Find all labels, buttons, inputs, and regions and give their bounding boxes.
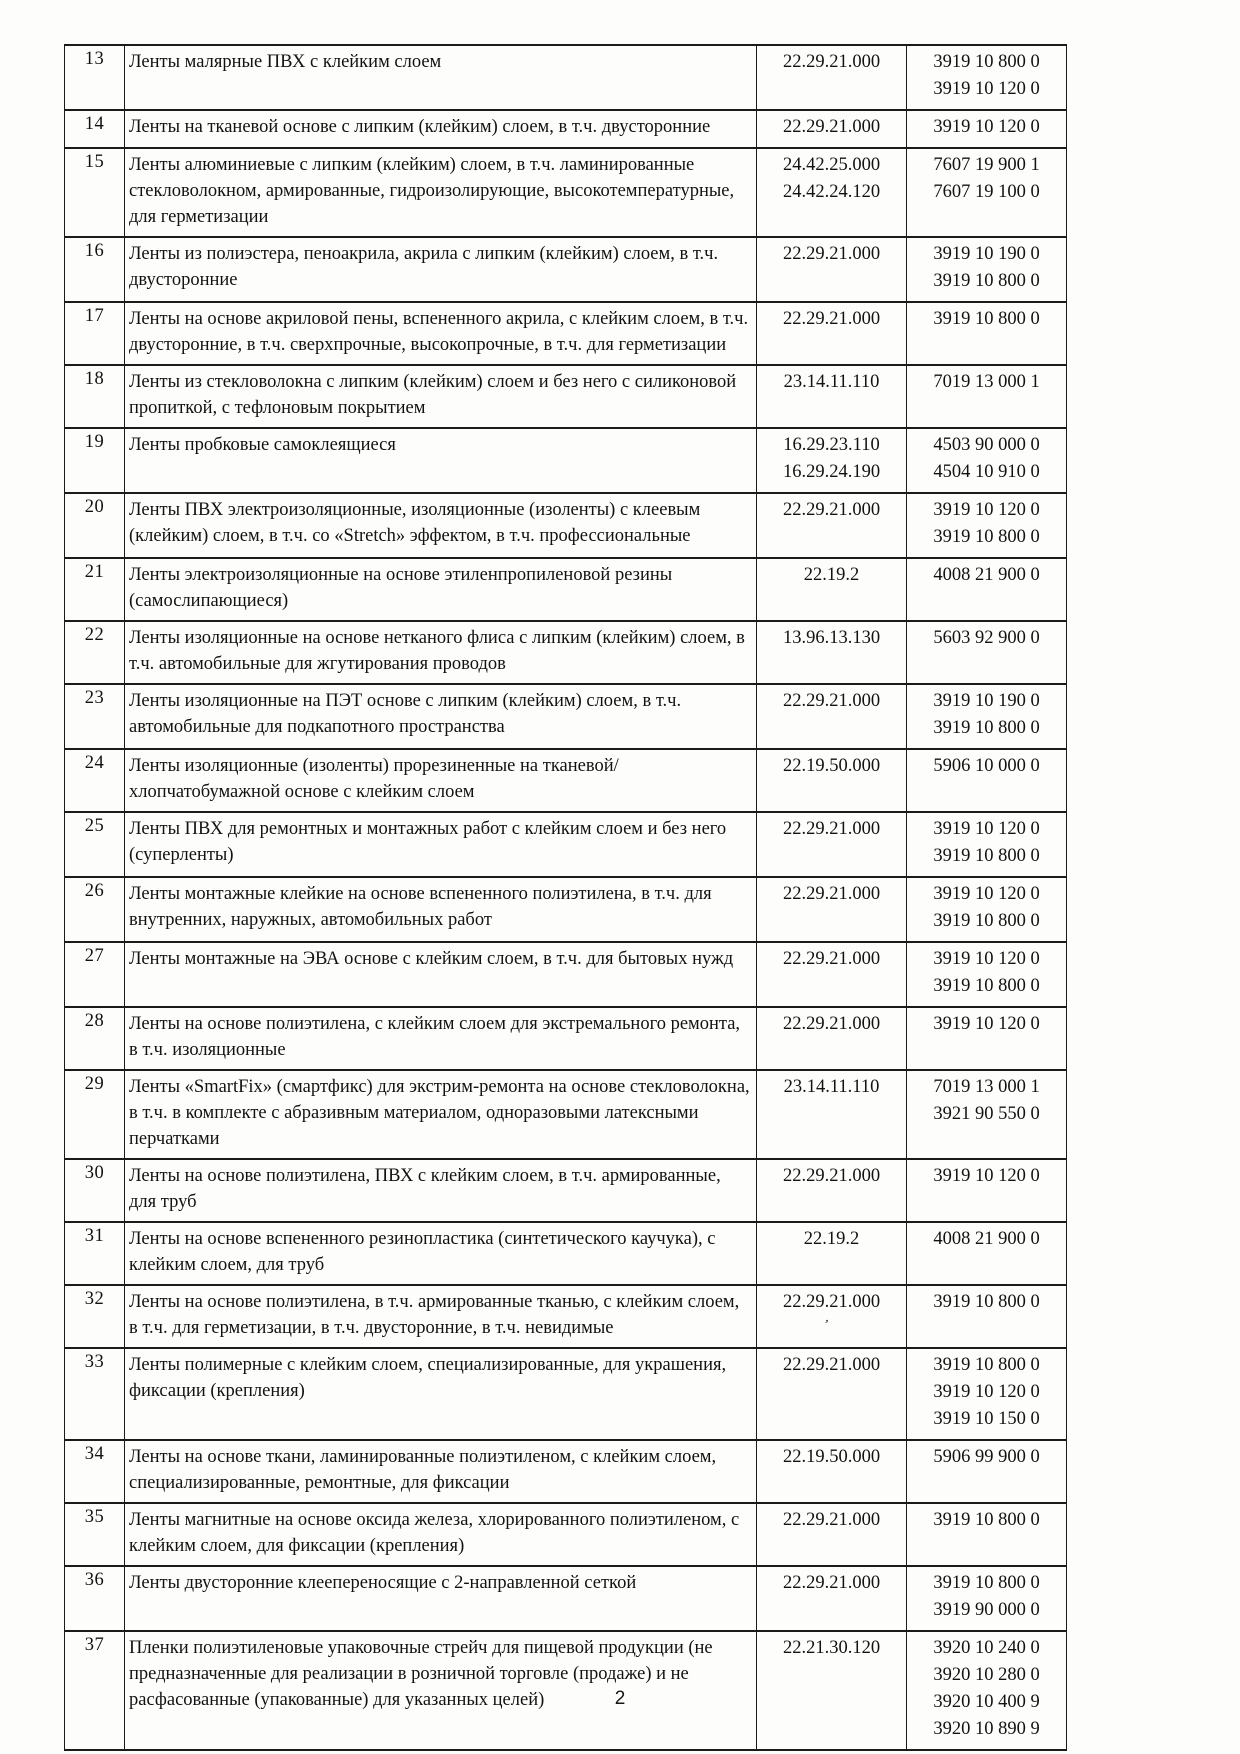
row-okpd-codes (757, 749, 907, 812)
okpd-code: 22.19.50.000 (782, 756, 881, 776)
table-row (65, 110, 1067, 148)
okpd-code: 22.29.21.000 (782, 949, 881, 969)
okpd-code: 22.29.21.000 (782, 244, 881, 264)
scan-artifact-mark: ’ (821, 1317, 830, 1334)
tnved-code: 3919 10 120 0 (933, 117, 1040, 137)
row-description: Ленты алюминиевые с липким (клейким) слоем, в т.ч. ламинированные стекловолокном, армированные, гидроизолирующие, высокотемпературные, для герметизации (125, 148, 757, 237)
row-tnved-codes (907, 1285, 1067, 1348)
row-tnved-codes (907, 493, 1067, 558)
tnved-code: 3919 90 000 0 (933, 1600, 1040, 1620)
row-okpd-codes (757, 1007, 907, 1070)
okpd-code: 22.29.21.000 (782, 819, 881, 839)
table-row (65, 812, 1067, 877)
table-row (65, 1566, 1067, 1631)
row-okpd-codes (757, 942, 907, 1007)
tnved-code: 3919 10 800 0 (933, 1510, 1040, 1530)
tnved-code: 7607 19 100 0 (933, 182, 1040, 202)
row-tnved-codes (907, 749, 1067, 812)
tnved-code: 3919 10 120 0 (933, 79, 1040, 99)
row-tnved-codes (907, 558, 1067, 621)
row-number: 27 (65, 942, 125, 1007)
row-okpd-codes (757, 877, 907, 942)
table-row (65, 684, 1067, 749)
okpd-code: 22.19.50.000 (782, 1447, 881, 1467)
row-description: Пленки полиэтиленовые упаковочные стрейч для пищевой продукции (не предназначенные для реализации в розничной торговле (продаже) и не расфасованные (упакованные) для указанных целей) (125, 1631, 757, 1750)
row-description: Ленты из полиэстера, пеноакрила, акрила с липким (клейким) слоем, в т.ч. двусторонние (125, 237, 757, 302)
okpd-code: 16.29.24.190 (782, 462, 881, 482)
table-row (65, 942, 1067, 1007)
row-tnved-codes (907, 684, 1067, 749)
row-tnved-codes (907, 1070, 1067, 1159)
tnved-code: 7019 13 000 1 (933, 372, 1040, 392)
row-okpd-codes (757, 493, 907, 558)
row-description: Ленты полимерные с клейким слоем, специализированные, для украшения, фиксации (крепления) (125, 1348, 757, 1440)
tnved-code: 3919 10 800 0 (933, 527, 1040, 547)
row-tnved-codes (907, 1007, 1067, 1070)
row-description: Ленты малярные ПВХ с клейким слоем (125, 45, 757, 110)
tnved-code: 3919 10 800 0 (933, 1573, 1040, 1593)
okpd-code: 13.96.13.130 (782, 628, 881, 648)
okpd-code: 22.19.2 (803, 1229, 860, 1249)
row-description: Ленты «SmartFix» (смартфикс) для экстрим-ремонта на основе стекловолокна, в т.ч. в комплекте с абразивным материалом, одноразовыми латексными перчатками (125, 1070, 757, 1159)
row-number: 19 (65, 428, 125, 493)
row-okpd-codes (757, 428, 907, 493)
okpd-code: 22.29.21.000 (782, 500, 881, 520)
row-okpd-codes (757, 1222, 907, 1285)
row-okpd-codes (757, 45, 907, 110)
tnved-code: 3919 10 800 0 (933, 976, 1040, 996)
okpd-code: 22.29.21.000 (782, 691, 881, 711)
row-number: 34 (65, 1440, 125, 1503)
row-description: Ленты на основе вспененного резинопластика (синтетического каучука), с клейким слоем, для труб (125, 1222, 757, 1285)
okpd-code: 24.42.24.120 (782, 182, 881, 202)
row-tnved-codes (907, 1440, 1067, 1503)
table-row (65, 1503, 1067, 1566)
okpd-code: 22.29.21.000 (782, 1573, 881, 1593)
table-row (65, 45, 1067, 110)
tnved-code: 7019 13 000 1 (933, 1077, 1040, 1097)
row-description: Ленты на основе акриловой пены, вспененного акрила, с клейким слоем, в т.ч. двусторонние, в т.ч. сверхпрочные, высокопрочные, в т.ч. для герметизации (125, 302, 757, 365)
table-row (65, 1159, 1067, 1222)
table-row (65, 1440, 1067, 1503)
codes-table-body (65, 45, 1067, 1750)
row-okpd-codes (757, 1440, 907, 1503)
row-okpd-codes (757, 1159, 907, 1222)
tnved-code: 5906 99 900 0 (933, 1447, 1040, 1467)
row-number: 13 (65, 45, 125, 110)
table-row (65, 493, 1067, 558)
table-row (65, 365, 1067, 428)
row-description: Ленты двусторонние клеепереносящие с 2-направленной сеткой (125, 1566, 757, 1631)
okpd-code: 22.29.21.000 (782, 52, 881, 72)
tnved-code: 4504 10 910 0 (933, 462, 1040, 482)
table-row (65, 148, 1067, 237)
row-okpd-codes (757, 237, 907, 302)
row-number: 24 (65, 749, 125, 812)
tnved-code: 3919 10 190 0 (933, 244, 1040, 264)
table-row (65, 1007, 1067, 1070)
row-description: Ленты монтажные на ЭВА основе с клейким слоем, в т.ч. для бытовых нужд (125, 942, 757, 1007)
row-number: 25 (65, 812, 125, 877)
tnved-code: 3919 10 800 0 (933, 718, 1040, 738)
row-number: 23 (65, 684, 125, 749)
row-description: Ленты ПВХ для ремонтных и монтажных работ с клейким слоем и без него (суперленты) (125, 812, 757, 877)
tnved-code: 4503 90 000 0 (933, 435, 1040, 455)
row-description: Ленты на основе полиэтилена, с клейким слоем для экстремального ремонта, в т.ч. изоляционные (125, 1007, 757, 1070)
row-description: Ленты на основе полиэтилена, ПВХ с клейким слоем, в т.ч. армированные, для труб (125, 1159, 757, 1222)
tnved-code: 3919 10 120 0 (933, 884, 1040, 904)
tnved-code: 3920 10 890 9 (933, 1719, 1040, 1739)
table-row (65, 621, 1067, 684)
tnved-code: 3919 10 120 0 (933, 1014, 1040, 1034)
okpd-code: 22.29.21.000 (782, 309, 881, 329)
tnved-code: 3919 10 120 0 (933, 949, 1040, 969)
okpd-code: 16.29.23.110 (783, 435, 880, 455)
row-okpd-codes (757, 684, 907, 749)
row-tnved-codes (907, 110, 1067, 148)
okpd-code: 22.29.21.000 (782, 1166, 881, 1186)
tnved-code: 3919 10 120 0 (933, 1382, 1040, 1402)
table-row (65, 749, 1067, 812)
row-tnved-codes (907, 1348, 1067, 1440)
row-number: 37 (65, 1631, 125, 1750)
row-number: 14 (65, 110, 125, 148)
okpd-code: 22.29.21.000 (782, 117, 881, 137)
row-number: 21 (65, 558, 125, 621)
tnved-code: 5906 10 000 0 (933, 756, 1040, 776)
tnved-code: 5603 92 900 0 (933, 628, 1040, 648)
row-description: Ленты из стекловолокна с липким (клейким) слоем и без него с силиконовой пропиткой, с тефлоновым покрытием (125, 365, 757, 428)
row-description: Ленты монтажные клейкие на основе вспененного полиэтилена, в т.ч. для внутренних, наружных, автомобильных работ (125, 877, 757, 942)
row-okpd-codes (757, 148, 907, 237)
row-tnved-codes (907, 237, 1067, 302)
tnved-code: 3919 10 800 0 (933, 52, 1040, 72)
table-row (65, 237, 1067, 302)
table-row (65, 558, 1067, 621)
row-description: Ленты на основе ткани, ламинированные полиэтиленом, с клейким слоем, специализированные, ремонтные, для фиксации (125, 1440, 757, 1503)
row-number: 15 (65, 148, 125, 237)
row-tnved-codes (907, 942, 1067, 1007)
row-okpd-codes (757, 621, 907, 684)
row-okpd-codes (757, 1070, 907, 1159)
row-number: 26 (65, 877, 125, 942)
row-number: 29 (65, 1070, 125, 1159)
tnved-code: 3919 10 150 0 (933, 1409, 1040, 1429)
row-tnved-codes (907, 45, 1067, 110)
okpd-code: 22.21.30.120 (782, 1638, 881, 1658)
row-description: Ленты магнитные на основе оксида железа, хлорированного полиэтиленом, с клейким слоем, для фиксации (крепления) (125, 1503, 757, 1566)
row-number: 20 (65, 493, 125, 558)
tnved-code: 3919 10 800 0 (933, 911, 1040, 931)
row-description: Ленты на тканевой основе с липким (клейким) слоем, в т.ч. двусторонние (125, 110, 757, 148)
tnved-code: 3919 10 120 0 (933, 500, 1040, 520)
row-description: Ленты электроизоляционные на основе этиленпропиленовой резины (самослипающиеся) (125, 558, 757, 621)
row-okpd-codes (757, 1285, 907, 1348)
table-row (65, 302, 1067, 365)
product-codes-table (64, 44, 1067, 1751)
row-okpd-codes (757, 110, 907, 148)
row-tnved-codes (907, 877, 1067, 942)
row-tnved-codes (907, 812, 1067, 877)
table-row (65, 877, 1067, 942)
tnved-code: 3919 10 120 0 (933, 819, 1040, 839)
tnved-code: 3919 10 190 0 (933, 691, 1040, 711)
tnved-code: 3920 10 280 0 (933, 1665, 1040, 1685)
tnved-code: 3919 10 800 0 (933, 271, 1040, 291)
tnved-code: 3919 10 800 0 (933, 1355, 1040, 1375)
row-tnved-codes (907, 148, 1067, 237)
okpd-code: 23.14.11.110 (783, 372, 880, 392)
tnved-code: 3920 10 240 0 (933, 1638, 1040, 1658)
tnved-code: 3920 10 400 9 (933, 1692, 1040, 1712)
row-tnved-codes (907, 1159, 1067, 1222)
okpd-code: 22.29.21.000 (782, 1355, 881, 1375)
okpd-code: 22.29.21.000 (782, 1292, 881, 1312)
row-number: 33 (65, 1348, 125, 1440)
okpd-code: 22.29.21.000 (782, 1510, 881, 1530)
table-row (65, 1348, 1067, 1440)
tnved-code: 3919 10 800 0 (933, 846, 1040, 866)
row-number: 17 (65, 302, 125, 365)
row-description: Ленты изоляционные (изоленты) прорезиненные на тканевой/ хлопчатобумажной основе с клейким слоем (125, 749, 757, 812)
row-number: 31 (65, 1222, 125, 1285)
row-okpd-codes (757, 302, 907, 365)
okpd-code: 22.29.21.000 (782, 1014, 881, 1034)
row-number: 22 (65, 621, 125, 684)
tnved-code: 3919 10 120 0 (933, 1166, 1040, 1186)
row-number: 32 (65, 1285, 125, 1348)
tnved-code: 3919 10 800 0 (933, 1292, 1040, 1312)
row-tnved-codes (907, 302, 1067, 365)
okpd-code: 24.42.25.000 (782, 155, 881, 175)
row-number: 18 (65, 365, 125, 428)
row-description: Ленты на основе полиэтилена, в т.ч. армированные тканью, с клейким слоем, в т.ч. для герметизации, в т.ч. двусторонние, в т.ч. невидимые (125, 1285, 757, 1348)
row-okpd-codes (757, 812, 907, 877)
row-tnved-codes (907, 365, 1067, 428)
row-description: Ленты ПВХ электроизоляционные, изоляционные (изоленты) с клеевым (клейким) слоем, в т.ч. со «Stretch» эффектом, в т.ч. профессиональные (125, 493, 757, 558)
row-tnved-codes (907, 428, 1067, 493)
row-tnved-codes (907, 1222, 1067, 1285)
row-number: 30 (65, 1159, 125, 1222)
row-tnved-codes (907, 621, 1067, 684)
tnved-code: 7607 19 900 1 (933, 155, 1040, 175)
table-row (65, 428, 1067, 493)
row-okpd-codes (757, 1348, 907, 1440)
table-row (65, 1285, 1067, 1348)
table-row (65, 1070, 1067, 1159)
row-number: 35 (65, 1503, 125, 1566)
okpd-code: 23.14.11.110 (783, 1077, 880, 1097)
row-description: Ленты изоляционные на основе нетканого флиса с липким (клейким) слоем, в т.ч. автомобильные для жгутирования проводов (125, 621, 757, 684)
okpd-code: 22.19.2 (803, 565, 860, 585)
row-okpd-codes (757, 365, 907, 428)
row-okpd-codes (757, 1503, 907, 1566)
row-description: Ленты изоляционные на ПЭТ основе с липким (клейким) слоем, в т.ч. автомобильные для подкапотного пространства (125, 684, 757, 749)
table-row (65, 1222, 1067, 1285)
row-number: 28 (65, 1007, 125, 1070)
page-number: 2 (614, 1688, 626, 1709)
row-tnved-codes (907, 1566, 1067, 1631)
row-tnved-codes (907, 1503, 1067, 1566)
row-number: 36 (65, 1566, 125, 1631)
tnved-code: 4008 21 900 0 (933, 565, 1040, 585)
okpd-code: 22.29.21.000 (782, 884, 881, 904)
tnved-code: 3921 90 550 0 (933, 1104, 1040, 1124)
row-okpd-codes (757, 1566, 907, 1631)
tnved-code: 4008 21 900 0 (933, 1229, 1040, 1249)
row-description: Ленты пробковые самоклеящиеся (125, 428, 757, 493)
row-okpd-codes (757, 558, 907, 621)
tnved-code: 3919 10 800 0 (933, 309, 1040, 329)
row-number: 16 (65, 237, 125, 302)
